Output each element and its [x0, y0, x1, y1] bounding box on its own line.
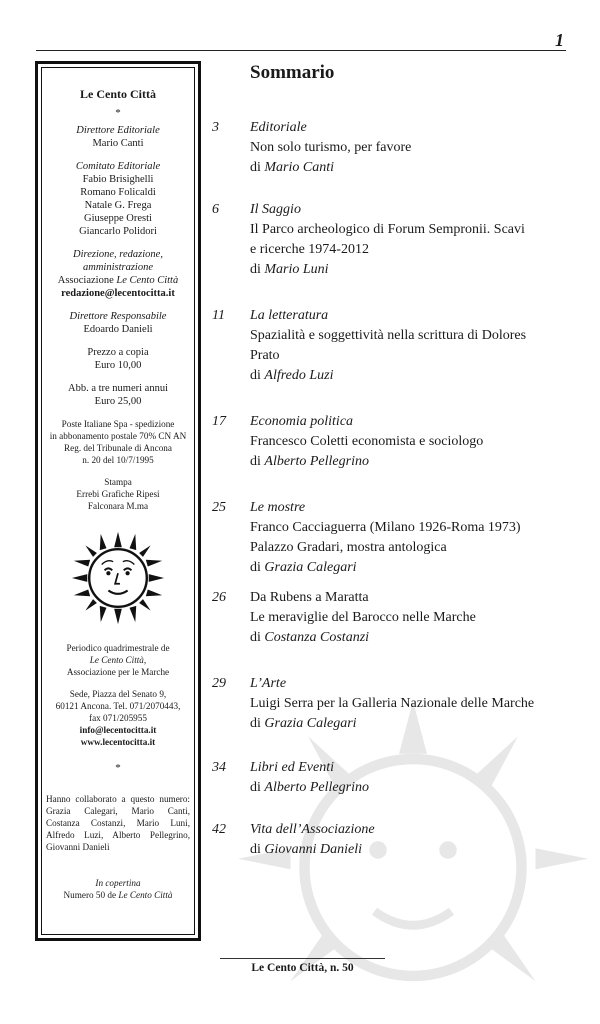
responsible-block [46, 310, 190, 336]
toc-author-line [250, 558, 570, 578]
toc-article-title: Luigi Serra per la Galleria Nazionale delle Marche [250, 696, 535, 711]
cover-block [46, 877, 190, 901]
toc-author: Costanza Costanzi [264, 630, 370, 645]
toc-section-title: Il Saggio [250, 202, 301, 217]
page-footer: Le Cento Città, n. 50 [251, 962, 354, 974]
committee-member: Giuseppe Oresti [84, 213, 152, 224]
toc-article-title: Palazzo Gradari, mostra antologica [250, 540, 447, 555]
cover-name: Le Cento Città [118, 890, 173, 900]
masthead-title: Le Cento Città [80, 87, 156, 101]
table-of-contents [210, 118, 570, 860]
price-value: Euro 10,00 [94, 360, 142, 371]
editor-name: Mario Canti [92, 138, 144, 149]
toc-author: Alberto Pellegrino [264, 780, 369, 795]
toc-by: di [250, 716, 261, 731]
toc-article-title: Prato [250, 348, 280, 363]
toc-by: di [250, 560, 261, 575]
periodical-line: Periodico quadrimestrale de [66, 643, 170, 653]
toc-author: Mario Luni [264, 262, 329, 277]
toc-article-title: Il Parco archeologico di Forum Sempronii. Scavi [250, 222, 525, 237]
toc-entry[interactable] [210, 758, 570, 798]
subscription-value: Euro 25,00 [94, 396, 142, 407]
subscription-block [46, 382, 190, 408]
cover-label: In copertina [95, 878, 141, 888]
office-role: Direzione, redazione, [73, 249, 163, 260]
committee-block [46, 160, 190, 238]
periodical-line: Associazione per le Marche [66, 667, 170, 677]
toc-by: di [250, 262, 261, 277]
toc-author-line [250, 840, 570, 860]
website-link[interactable]: www.lecentocitta.it [80, 737, 156, 747]
association-name: Le Cento Città [116, 275, 179, 286]
office-role-cont: amministrazione [82, 262, 153, 273]
toc-by: di [250, 160, 261, 175]
toc-author-line [250, 260, 570, 280]
printer-block [46, 476, 190, 512]
responsible-role: Direttore Responsabile [69, 311, 167, 322]
toc-by: di [250, 368, 261, 383]
address-line: Sede, Piazza del Senato 9, [69, 689, 167, 699]
toc-author: Alfredo Luzi [264, 368, 334, 383]
toc-by: di [250, 842, 261, 857]
committee-member: Natale G. Frega [84, 200, 152, 211]
toc-section-title: L’Arte [250, 676, 287, 691]
price-block [46, 346, 190, 372]
separator-star: * [115, 107, 121, 119]
committee-member: Fabio Brisighelli [82, 174, 154, 185]
cover-line [46, 889, 190, 901]
toc-section-title: Le mostre [250, 500, 306, 515]
sun-logo-icon [70, 530, 166, 626]
postal-block [46, 418, 190, 466]
toc-section-title: Vita dell’Associazione [250, 822, 375, 837]
periodical-block [46, 642, 190, 678]
toc-page-number: 29 [212, 676, 226, 691]
toc-page-number: 11 [212, 308, 225, 323]
toc-entry[interactable] [210, 588, 570, 648]
committee-role: Comitato Editoriale [75, 161, 161, 172]
toc-page-number: 6 [212, 202, 219, 217]
editor-block [46, 124, 190, 150]
toc-author-line [250, 628, 570, 648]
printer-name: Errebi Grafiche Ripesi [76, 489, 160, 499]
toc-article-title: Spazialità e soggettività nella scrittura di Dolores [250, 328, 527, 343]
toc-page-number: 42 [212, 822, 226, 837]
toc-entry[interactable] [210, 820, 570, 860]
postal-line: n. 20 del 10/7/1995 [82, 455, 154, 465]
toc-author: Mario Canti [264, 160, 335, 175]
toc-section-title: Libri ed Eventi [250, 760, 334, 775]
toc-article-title: e ricerche 1974-2012 [250, 242, 369, 257]
toc-by: di [250, 780, 261, 795]
editorial-email-link[interactable]: redazione@lecentocitta.it [61, 288, 175, 299]
toc-article-title: Le meraviglie del Barocco nelle Marche [250, 610, 476, 625]
toc-section-title: Economia politica [250, 414, 354, 429]
responsible-name: Edoardo Danieli [83, 324, 153, 335]
toc-section-title: Editoriale [250, 120, 307, 135]
price-label: Prezzo a copia [87, 347, 149, 358]
toc-page-number: 26 [212, 590, 226, 605]
postal-line: Reg. del Tribunale di Ancona [64, 443, 172, 453]
toc-section-title: La letteratura [250, 308, 329, 323]
toc-article-title: Francesco Coletti economista e sociologo [250, 434, 484, 449]
print-label: Stampa [104, 477, 132, 487]
contributors-text: Hanno collaborato a questo numero: Grazia Calegari, Mario Canti, Costanza Costanzi, Mario Luni, Alfredo Luzi, Alberto Pellegrino, Giovanni Danieli [46, 794, 190, 852]
toc-page-number: 25 [212, 500, 226, 515]
postal-line: Poste Italiane Spa - spedizione [61, 419, 175, 429]
toc-article-title: Non solo turismo, per favore [250, 140, 412, 155]
printer-city: Falconara M.ma [87, 501, 149, 511]
toc-entry[interactable] [210, 118, 570, 178]
toc-article-title: Franco Cacciaguerra (Milano 1926-Roma 1973) [250, 520, 521, 535]
toc-page-number: 3 [212, 120, 219, 135]
periodical-name: Le Cento Città, [89, 655, 147, 665]
toc-author-line [250, 366, 570, 386]
header-rule [36, 50, 566, 51]
toc-entry[interactable] [210, 412, 570, 472]
editor-role: Direttore Editoriale [76, 125, 160, 136]
toc-author-line [250, 778, 570, 798]
toc-author-line [250, 158, 570, 178]
toc-entry[interactable] [210, 306, 570, 386]
address-line: 60121 Ancona. Tel. 071/2070443, [55, 701, 181, 711]
masthead-content [41, 67, 195, 935]
subscription-label: Abb. a tre numeri annui [67, 383, 168, 394]
postal-line: in abbonamento postale 70% CN AN [49, 431, 187, 441]
toc-entry[interactable] [210, 200, 570, 280]
toc-by: di [250, 454, 261, 469]
office-block [46, 248, 190, 300]
toc-author-line [250, 452, 570, 472]
toc-page-number: 17 [212, 414, 226, 429]
page-number: 1 [555, 30, 564, 50]
association-line [46, 274, 190, 287]
footer-rule [220, 958, 385, 959]
toc-by: di [250, 630, 261, 645]
info-email-link[interactable]: info@lecentocitta.it [79, 725, 157, 735]
association-prefix: Associazione [57, 275, 114, 286]
address-block [46, 688, 190, 748]
toc-entry[interactable] [210, 498, 570, 578]
toc-entry[interactable] [210, 674, 570, 734]
masthead-box [35, 61, 201, 941]
toc-page-number: 34 [212, 760, 226, 775]
toc-author-line [250, 714, 570, 734]
committee-member: Romano Folicaldi [80, 187, 156, 198]
toc-section-title: Da Rubens a Maratta [250, 590, 369, 605]
committee-member: Giancarlo Polidori [79, 226, 157, 237]
toc-author: Alberto Pellegrino [264, 454, 369, 469]
cover-prefix: Numero 50 de [63, 890, 117, 900]
address-line: fax 071/205955 [89, 713, 147, 723]
page-title: Sommario [250, 62, 335, 83]
separator-star-2: * [115, 762, 121, 774]
toc-author: Grazia Calegari [264, 560, 357, 575]
toc-author: Grazia Calegari [264, 716, 357, 731]
toc-author: Giovanni Danieli [264, 842, 362, 857]
